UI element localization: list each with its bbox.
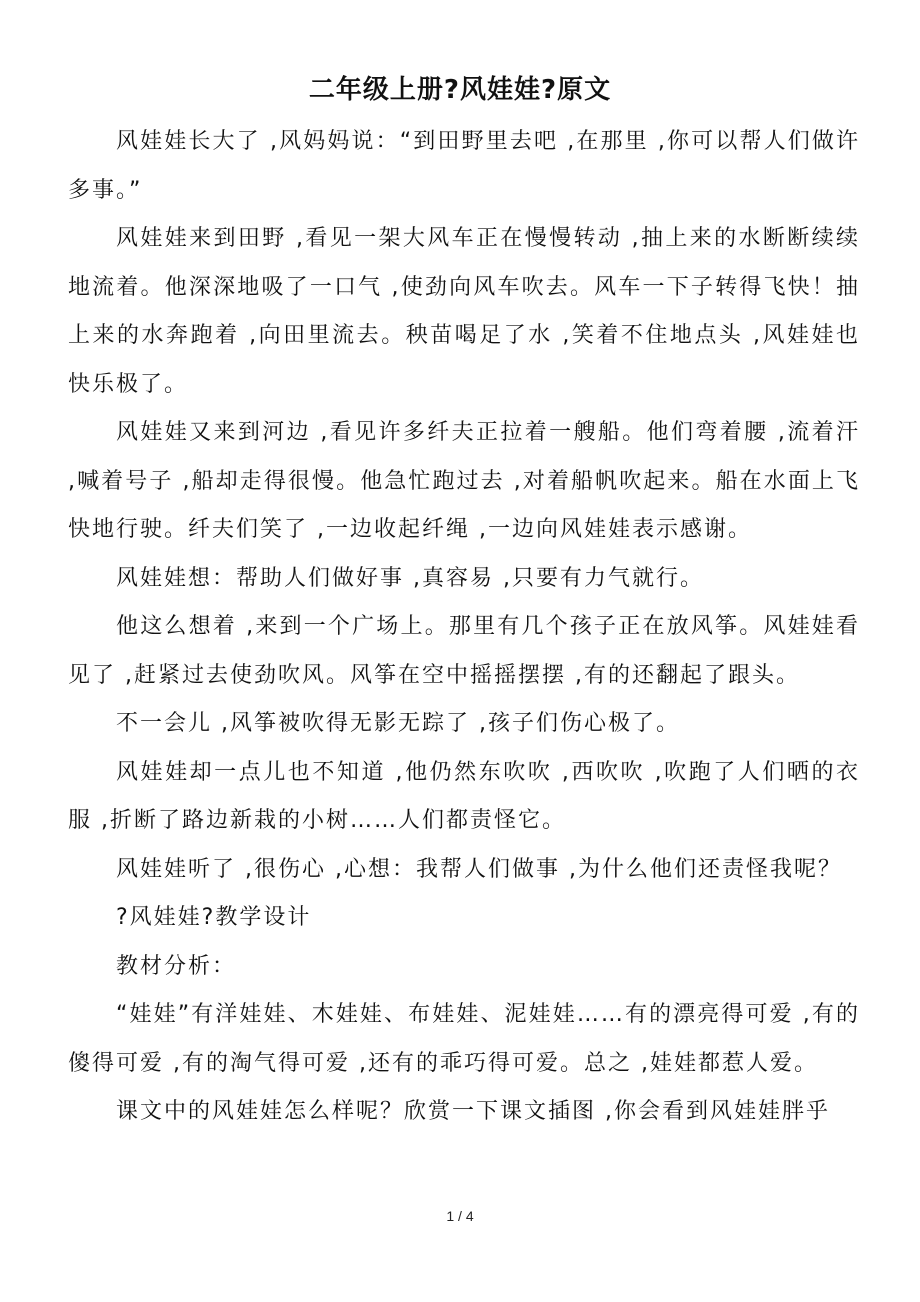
document-body: [68, 118, 860, 1137]
paragraph: 风娃娃长大了 ,风妈妈说：“到田野里去吧 ,在那里 ,你可以帮人们做许多事。”: [68, 129, 860, 203]
paragraph: 不一会儿 ,风筝被吹得无影无踪了 ,孩子们伤心极了。: [116, 711, 680, 736]
section-subheading: 教材分析：: [116, 953, 237, 979]
paragraph: 风娃娃却一点儿也不知道 ,他仍然东吹吹 ,西吹吹 ,吹跑了人们晒的衣服 ,折断了路边新栽的小树……人们都责怪它。: [68, 759, 860, 833]
paragraph: 他这么想着 ,来到一个广场上。那里有几个孩子正在放风筝。风娃娃看见了 ,赶紧过去使劲吹风。风筝在空中摇摇摆摆 ,有的还翻起了跟头。: [68, 614, 860, 688]
paragraph: 课文中的风娃娃怎么样呢？欣赏一下课文插图 ,你会看到风娃娃胖乎: [116, 1099, 830, 1124]
paragraph: 风娃娃又来到河边 ,看见许多纤夫正拉着一艘船。他们弯着腰 ,流着汗 ,喊着号子 ,船却走得很慢。他急忙跑过去 ,对着船帆吹起来。船在水面上飞快地行驶。纤夫们笑了 ,一边收起纤绳 ,一边向风娃娃表示感谢。: [68, 420, 860, 542]
document-title: 二年级上册?风娃娃?原文: [308, 75, 612, 105]
paragraph: 风娃娃来到田野 ,看见一架大风车正在慢慢转动 ,抽上来的水断断续续地流着。他深深地吸了一口气 ,使劲向风车吹去。风车一下子转得飞快！抽上来的水奔跑着 ,向田里流去。秧苗喝足了水 ,笑着不住地点头 ,风娃娃也快乐极了。: [68, 226, 860, 397]
paragraph: “娃娃”有洋娃娃、木娃娃、布娃娃、泥娃娃……有的漂亮得可爱 ,有的傻得可爱 ,有的淘气得可爱 ,还有的乖巧得可爱。总之 ,娃娃都惹人爱。: [68, 1002, 860, 1076]
section-heading: ?风娃娃?教学设计: [116, 905, 312, 930]
page-number: 1 / 4: [446, 1208, 474, 1224]
paragraph: 风娃娃听了 ,很伤心 ,心想：我帮人们做事 ,为什么他们还责怪我呢？: [116, 856, 842, 882]
paragraph: 风娃娃想：帮助人们做好事 ,真容易 ,只要有力气就行。: [116, 565, 704, 591]
